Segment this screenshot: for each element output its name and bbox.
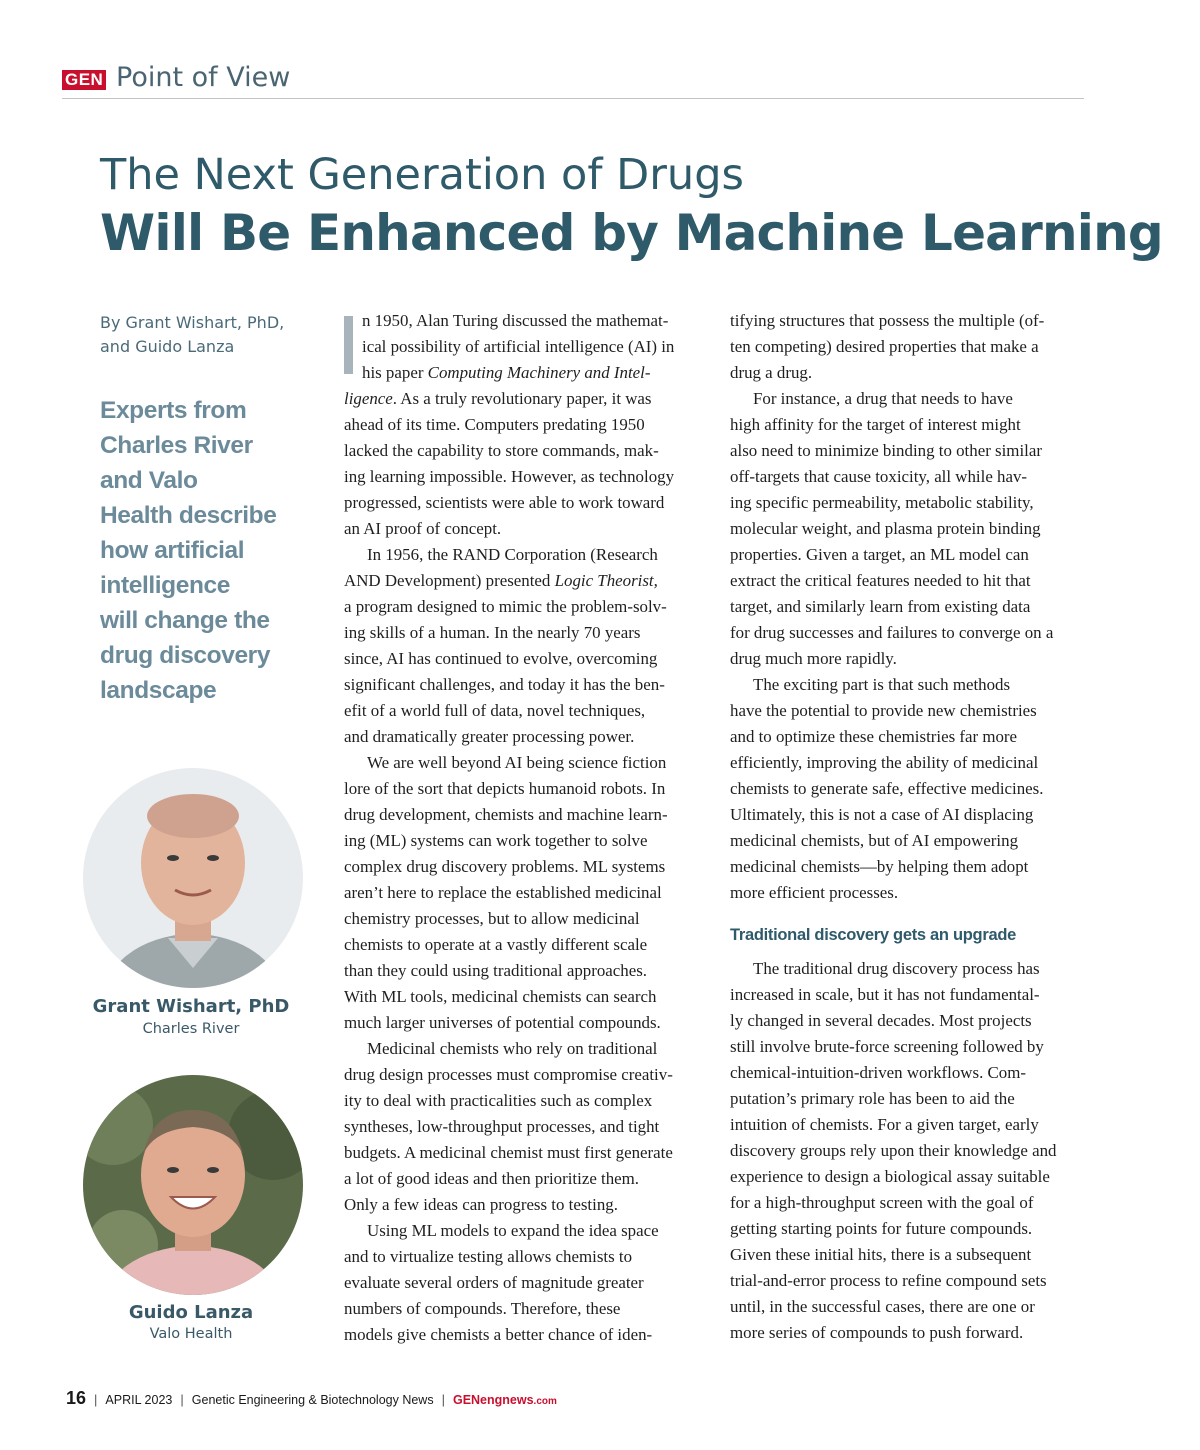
body-line: ical possibility of artificial intelligence (AI) in — [362, 337, 675, 356]
body-line: Using ML models to expand the idea space — [367, 1221, 659, 1240]
body-line: since, AI has continued to evolve, overcoming — [344, 649, 658, 668]
site-link[interactable]: GENengnews.com — [452, 1393, 557, 1407]
body-line: for drug successes and failures to converge on a — [730, 623, 1054, 642]
body-line: and to virtualize testing allows chemists to — [344, 1247, 633, 1266]
byline — [100, 311, 330, 359]
body-line: chemists to generate safe, effective medicines. — [730, 779, 1044, 798]
body-line: ity to deal with practicalities such as complex — [344, 1091, 653, 1110]
body-line: Only a few ideas can progress to testing. — [344, 1195, 618, 1214]
body-line: until, in the successful cases, there are one or — [730, 1297, 1035, 1316]
body-line: progressed, scientists were able to work toward — [344, 493, 665, 512]
body-line: Ultimately, this is not a case of AI displacing — [730, 805, 1034, 824]
body-line: The traditional drug discovery process has — [753, 959, 1040, 978]
author-affiliation: Charles River — [142, 1021, 240, 1037]
author-name: Guido Lanza — [128, 1302, 254, 1323]
byline-line: and Guido Lanza — [100, 337, 235, 356]
standfirst — [100, 393, 315, 708]
section-subhead: Traditional discovery gets an upgrade — [730, 926, 1016, 944]
body-line: properties. Given a target, an ML model can — [730, 545, 1029, 564]
standfirst-line: landscape — [100, 677, 217, 704]
body-line: more series of compounds to push forward. — [730, 1323, 1024, 1342]
article-title-line1: The Next Generation of Drugs — [100, 150, 744, 200]
body-line: ing skills of a human. In the nearly 70 years — [344, 623, 641, 642]
body-line: Given these initial hits, there is a subsequent — [730, 1245, 1032, 1264]
body-line: ing specific permeability, metabolic stability, — [730, 493, 1034, 512]
standfirst-line: drug discovery — [100, 642, 271, 669]
body-line: ahead of its time. Computers predating 1950 — [344, 415, 645, 434]
body-line: chemical-intuition-driven workflows. Com- — [730, 1063, 1026, 1082]
body-line: The exciting part is that such methods — [753, 675, 1011, 694]
body-line: for a high-throughput screen with the goal of — [730, 1193, 1034, 1212]
body-line: With ML tools, medicinal chemists can search — [344, 987, 657, 1006]
paper-title: Computing Machinery and Intel- — [427, 363, 651, 382]
body-line: ligence. As a truly revolutionary paper, it was — [344, 389, 652, 408]
body-line: In 1956, the RAND Corporation (Research — [367, 545, 658, 564]
section-title: Point of View — [116, 62, 291, 93]
body-line: much larger universes of potential compounds. — [344, 1013, 661, 1032]
standfirst-line: how artificial — [100, 537, 245, 564]
body-line: target, and similarly learn from existing data — [730, 597, 1031, 616]
body-line: have the potential to provide new chemistries — [730, 701, 1037, 720]
byline-line: By Grant Wishart, PhD, — [100, 313, 285, 332]
page-number: 16 — [66, 1388, 87, 1408]
body-line: For instance, a drug that needs to have — [753, 389, 1013, 408]
body-line: Medicinal chemists who rely on traditional — [367, 1039, 658, 1058]
program-title: Logic Theorist, — [554, 571, 658, 590]
body-line: high affinity for the target of interest might — [730, 415, 1021, 434]
body-line: still involve brute-force screening followed by — [730, 1037, 1044, 1056]
article-title-line2: Will Be Enhanced by Machine Learning — [100, 204, 1163, 262]
standfirst-line: will change the — [100, 607, 270, 634]
author-photo-guido-lanza — [83, 1075, 303, 1295]
body-line: increased in scale, but it has not fundamental- — [730, 985, 1040, 1004]
body-line: medicinal chemists—by helping them adopt — [730, 857, 1029, 876]
body-line: chemistry processes, but to allow medicinal — [344, 909, 640, 928]
body-line: discovery groups rely upon their knowledge and — [730, 1141, 1057, 1160]
body-line: budgets. A medicinal chemist must first generate — [344, 1143, 673, 1162]
standfirst-line: Experts from — [100, 397, 247, 424]
body-line: experience to design a biological assay suitable — [730, 1167, 1050, 1186]
body-line: trial-and-error process to refine compound sets — [730, 1271, 1047, 1290]
body-line: efit of a world full of data, novel techniques, — [344, 701, 646, 720]
body-line: chemists to operate at a vastly different scale — [344, 935, 648, 954]
body-line: We are well beyond AI being science fiction — [367, 753, 667, 772]
body-line: and to optimize these chemistries far more — [730, 727, 1018, 746]
body-line: lacked the capability to store commands, mak- — [344, 441, 659, 460]
body-line: molecular weight, and plasma protein binding — [730, 519, 1041, 538]
body-line: intuition of chemists. For a given target, early — [730, 1115, 1039, 1134]
body-line: off-targets that cause toxicity, all while hav- — [730, 467, 1028, 486]
body-line: efficiently, improving the ability of medicinal — [730, 753, 1039, 772]
body-line: more efficient processes. — [730, 883, 899, 902]
body-line: n 1950, Alan Turing discussed the mathemat- — [362, 311, 669, 330]
body-line: an AI proof of concept. — [344, 519, 502, 538]
body-line: ing learning impossible. However, as technology — [344, 467, 675, 486]
standfirst-line: Health describe — [100, 502, 277, 529]
body-line: getting starting points for future compounds. — [730, 1219, 1033, 1238]
body-line: a program designed to mimic the problem-solv- — [344, 597, 667, 616]
body-line: and dramatically greater processing power. — [344, 727, 635, 746]
body-line: lore of the sort that depicts humanoid robots. In — [344, 779, 666, 798]
body-line: significant challenges, and today it has the ben- — [344, 675, 665, 694]
body-line: also need to minimize binding to other similar — [730, 441, 1042, 460]
body-line: his paper Computing Machinery and Intel- — [362, 363, 651, 382]
publication-name: Genetic Engineering & Biotechnology News — [191, 1393, 434, 1407]
page-footer: 16 | APRIL 2023 | Genetic Engineering & Biotechnology News | GENengnews.com — [66, 1388, 557, 1408]
body-line: syntheses, low-throughput processes, and tight — [344, 1117, 660, 1136]
body-line: drug design processes must compromise creativ- — [344, 1065, 673, 1084]
body-column-1 — [344, 308, 696, 1348]
body-line: than they could using traditional approaches. — [344, 961, 648, 980]
author-affiliation: Valo Health — [149, 1326, 233, 1342]
standfirst-line: and Valo — [100, 467, 198, 494]
body-line: evaluate several orders of magnitude greater — [344, 1273, 644, 1292]
standfirst-line: intelligence — [100, 572, 230, 599]
body-line: ten competing) desired properties that make a — [730, 337, 1039, 356]
body-line: putation’s primary role has been to aid the — [730, 1089, 1015, 1108]
body-column-2 — [730, 308, 1086, 1346]
standfirst-line: Charles River — [100, 432, 253, 459]
body-line: numbers of compounds. Therefore, these — [344, 1299, 621, 1318]
body-line: AND Development) presented Logic Theorist, — [344, 571, 658, 590]
body-line: ly changed in several decades. Most projects — [730, 1011, 1032, 1030]
author-photo-grant-wishart — [83, 768, 303, 988]
body-line: ing (ML) systems can work together to solve — [344, 831, 648, 850]
body-line: medicinal chemists, but of AI empowering — [730, 831, 1019, 850]
body-line: tifying structures that possess the multiple (of- — [730, 311, 1045, 330]
body-line: drug much more rapidly. — [730, 649, 897, 668]
body-line: complex drug discovery problems. ML systems — [344, 857, 666, 876]
body-line: a lot of good ideas and then prioritize them. — [344, 1169, 640, 1188]
author-name: Grant Wishart, PhD — [92, 996, 290, 1017]
body-line: drug a drug. — [730, 363, 813, 382]
body-line: aren’t here to replace the established medicinal — [344, 883, 662, 902]
gen-logo: GEN — [62, 70, 106, 90]
body-line: drug development, chemists and machine learn- — [344, 805, 668, 824]
body-line: extract the critical features needed to hit that — [730, 571, 1031, 590]
body-line: models give chemists a better chance of iden- — [344, 1325, 653, 1344]
section-header — [62, 62, 1084, 99]
issue-date: APRIL 2023 — [105, 1393, 173, 1407]
